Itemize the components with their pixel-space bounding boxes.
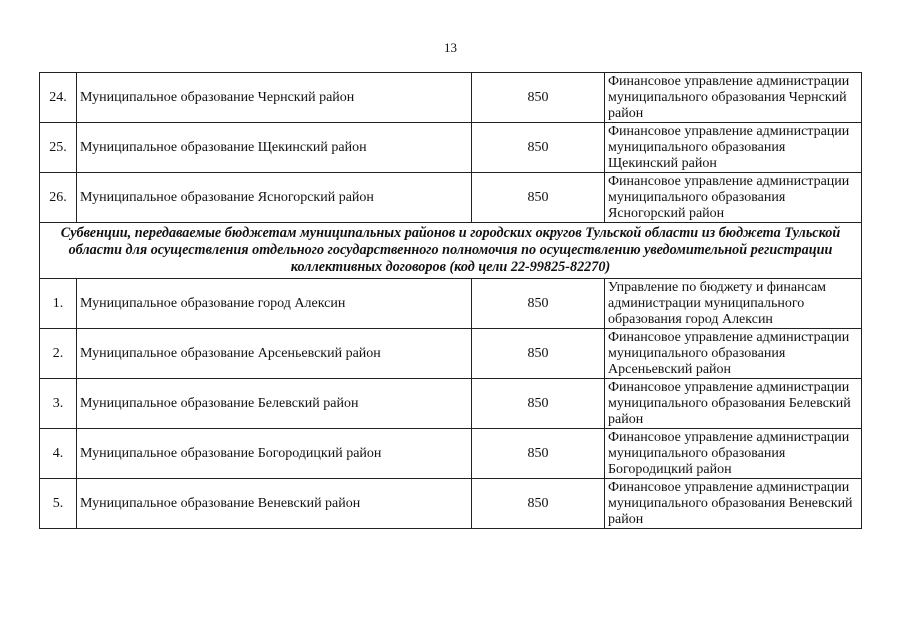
target-code: 850 xyxy=(472,429,605,479)
table-row xyxy=(40,279,862,329)
table-row xyxy=(40,429,862,479)
target-code: 850 xyxy=(472,123,605,173)
financial-authority: Финансовое управление администрации муниципального образования Богородицкий район xyxy=(605,429,862,479)
table-row xyxy=(40,173,862,223)
target-code: 850 xyxy=(472,379,605,429)
financial-authority: Финансовое управление администрации муниципального образования Чернский район xyxy=(605,73,862,123)
row-number: 4. xyxy=(40,429,77,479)
financial-authority: Финансовое управление администрации муниципального образования Веневский район xyxy=(605,479,862,529)
table-row xyxy=(40,329,862,379)
municipality-name: Муниципальное образование Белевский район xyxy=(77,379,472,429)
subvention-table xyxy=(39,72,862,529)
municipality-name: Муниципальное образование город Алексин xyxy=(77,279,472,329)
page-number: 13 xyxy=(444,40,457,55)
municipality-name: Муниципальное образование Ясногорский район xyxy=(77,173,472,223)
municipality-name: Муниципальное образование Веневский район xyxy=(77,479,472,529)
section-heading-row xyxy=(40,223,862,279)
financial-authority: Финансовое управление администрации муниципального образования Щекинский район xyxy=(605,123,862,173)
financial-authority: Управление по бюджету и финансам администрации муниципального образования город Алексин xyxy=(605,279,862,329)
municipality-name: Муниципальное образование Арсеньевский район xyxy=(77,329,472,379)
table-row xyxy=(40,123,862,173)
target-code: 850 xyxy=(472,329,605,379)
target-code: 850 xyxy=(472,73,605,123)
municipality-name: Муниципальное образование Богородицкий район xyxy=(77,429,472,479)
row-number: 3. xyxy=(40,379,77,429)
table-row xyxy=(40,73,862,123)
row-number: 2. xyxy=(40,329,77,379)
financial-authority: Финансовое управление администрации муниципального образования Ясногорский район xyxy=(605,173,862,223)
financial-authority: Финансовое управление администрации муниципального образования Белевский район xyxy=(605,379,862,429)
row-number: 5. xyxy=(40,479,77,529)
row-number: 1. xyxy=(40,279,77,329)
row-number: 25. xyxy=(40,123,77,173)
row-number: 26. xyxy=(40,173,77,223)
target-code: 850 xyxy=(472,173,605,223)
row-number: 24. xyxy=(40,73,77,123)
financial-authority: Финансовое управление администрации муниципального образования Арсеньевский район xyxy=(605,329,862,379)
table-row xyxy=(40,379,862,429)
municipality-name: Муниципальное образование Чернский район xyxy=(77,73,472,123)
table-row xyxy=(40,479,862,529)
section-heading: Субвенции, передаваемые бюджетам муниципальных районов и городских округов Тульской области из бюджета Тульской области для осуществления отдельного государственного полномочия по осуществлению уведомительной регистрации коллективных договоров (код цели 22-99825-82270) xyxy=(40,223,862,279)
target-code: 850 xyxy=(472,479,605,529)
target-code: 850 xyxy=(472,279,605,329)
municipality-name: Муниципальное образование Щекинский район xyxy=(77,123,472,173)
